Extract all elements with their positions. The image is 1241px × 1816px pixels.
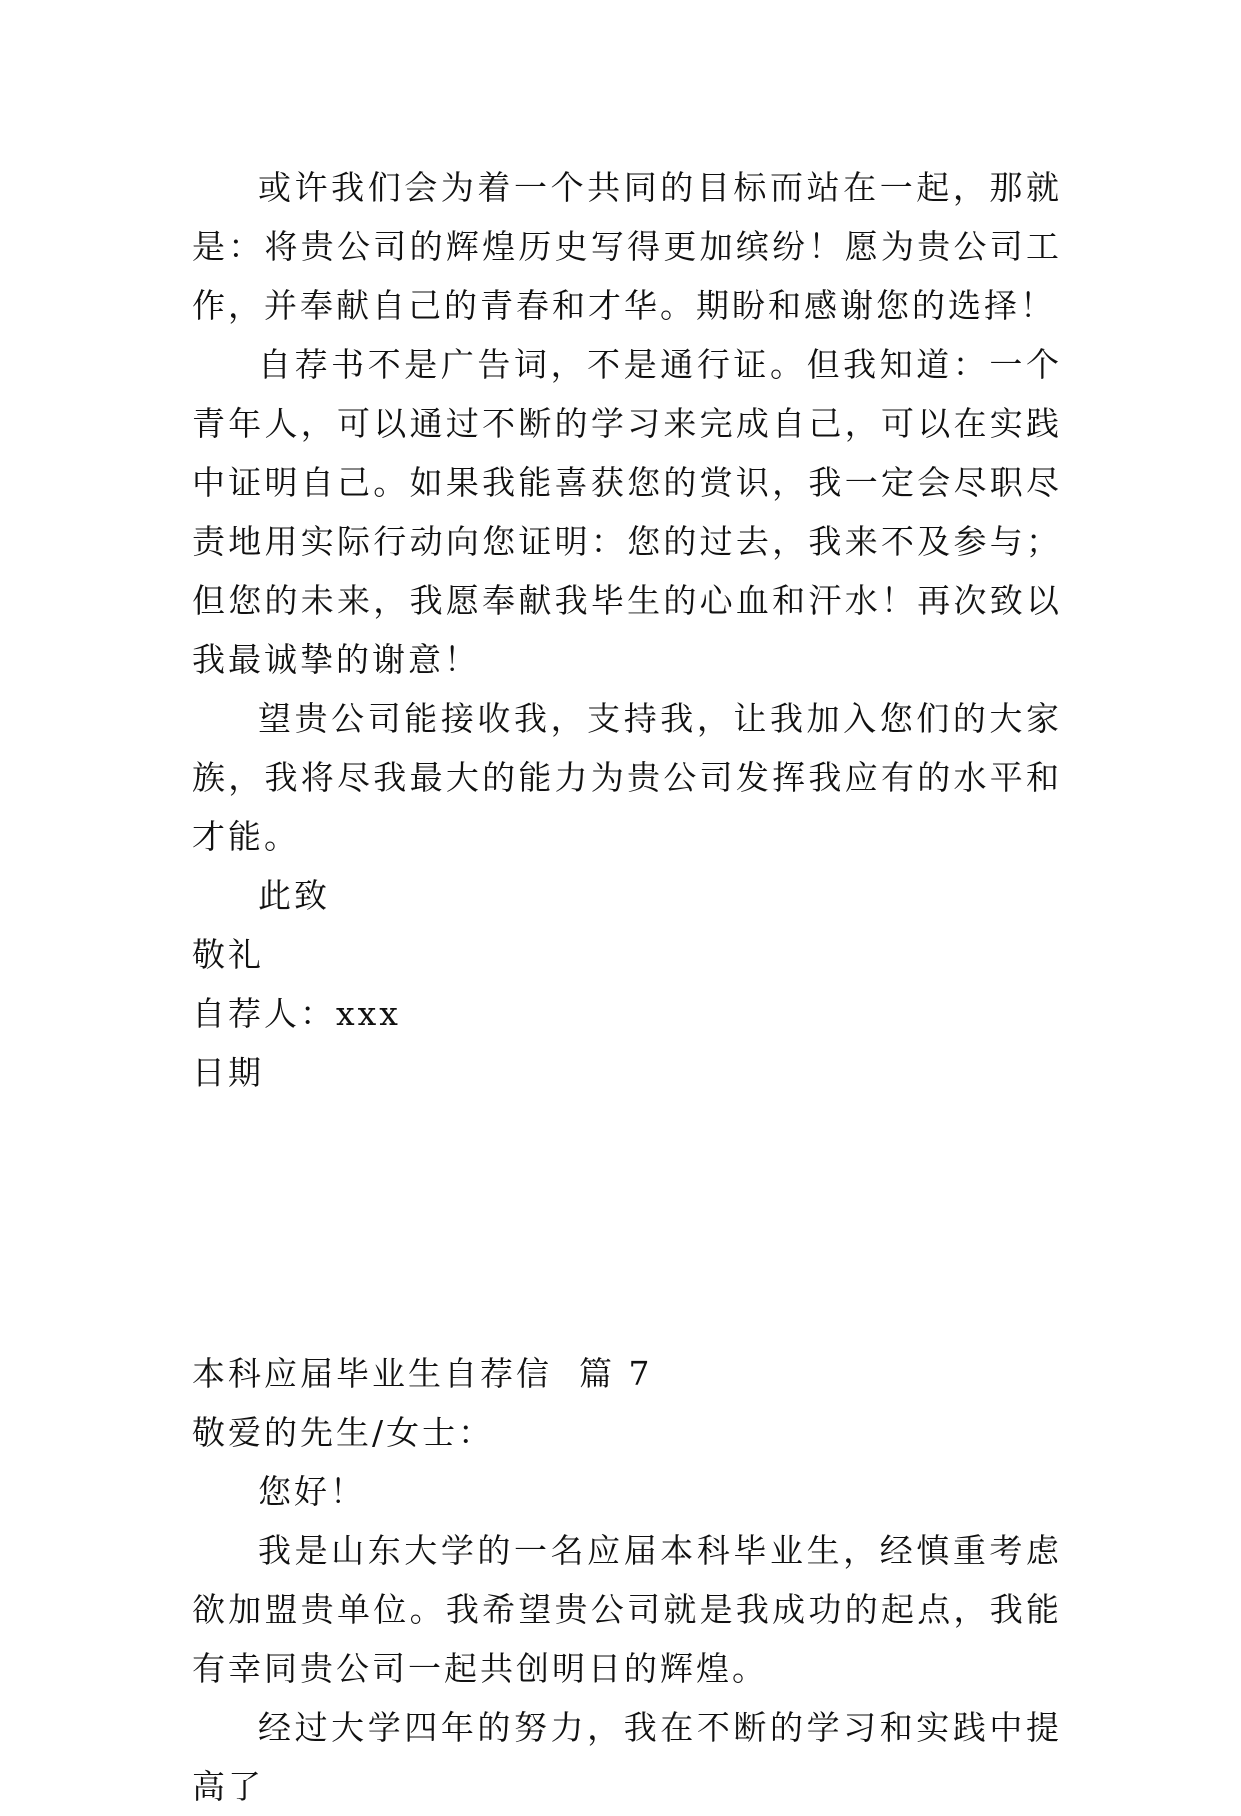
closing-line: 此致 bbox=[258, 876, 330, 915]
paragraph: 或许我们会为着一个共同的目标而站在一起，那就是：将贵公司的辉煌历史写得更加缤纷！愿为贵公司工作，并奉献自己的青春和才华。期盼和感谢您的选择！ bbox=[192, 168, 1062, 325]
document-body bbox=[192, 158, 1062, 1816]
greeting-line: 敬爱的先生/女士： bbox=[192, 1413, 495, 1452]
date-line: 日期 bbox=[192, 1053, 264, 1092]
section-gap bbox=[192, 1102, 1062, 1344]
paragraph: 望贵公司能接收我，支持我，让我加入您们的大家族，我将尽我最大的能力为贵公司发挥我应有的水平和才能。 bbox=[192, 699, 1062, 856]
paragraph: 我是山东大学的一名应届本科毕业生，经慎重考虑欲加盟贵单位。我希望贵公司就是我成功的起点，我能有幸同贵公司一起共创明日的辉煌。 bbox=[192, 1531, 1062, 1688]
salute-line: 敬礼 bbox=[192, 935, 264, 974]
paragraph: 经过大学四年的努力，我在不断的学习和实践中提高了 bbox=[192, 1708, 1062, 1806]
paragraph: 自荐书不是广告词，不是通行证。但我知道：一个青年人，可以通过不断的学习来完成自己，可以在实践中证明自己。如果我能喜获您的赏识，我一定会尽职尽责地用实际行动向您证明：您的过去，我来不及参与；但您的未来，我愿奉献我毕生的心血和汗水！再次致以我最诚挚的谢意！ bbox=[192, 345, 1062, 679]
signature-line: 自荐人：xxx bbox=[192, 994, 401, 1033]
hello-line: 您好！ bbox=[258, 1472, 366, 1511]
section-heading: 本科应届毕业生自荐信 篇 7 bbox=[192, 1354, 653, 1393]
